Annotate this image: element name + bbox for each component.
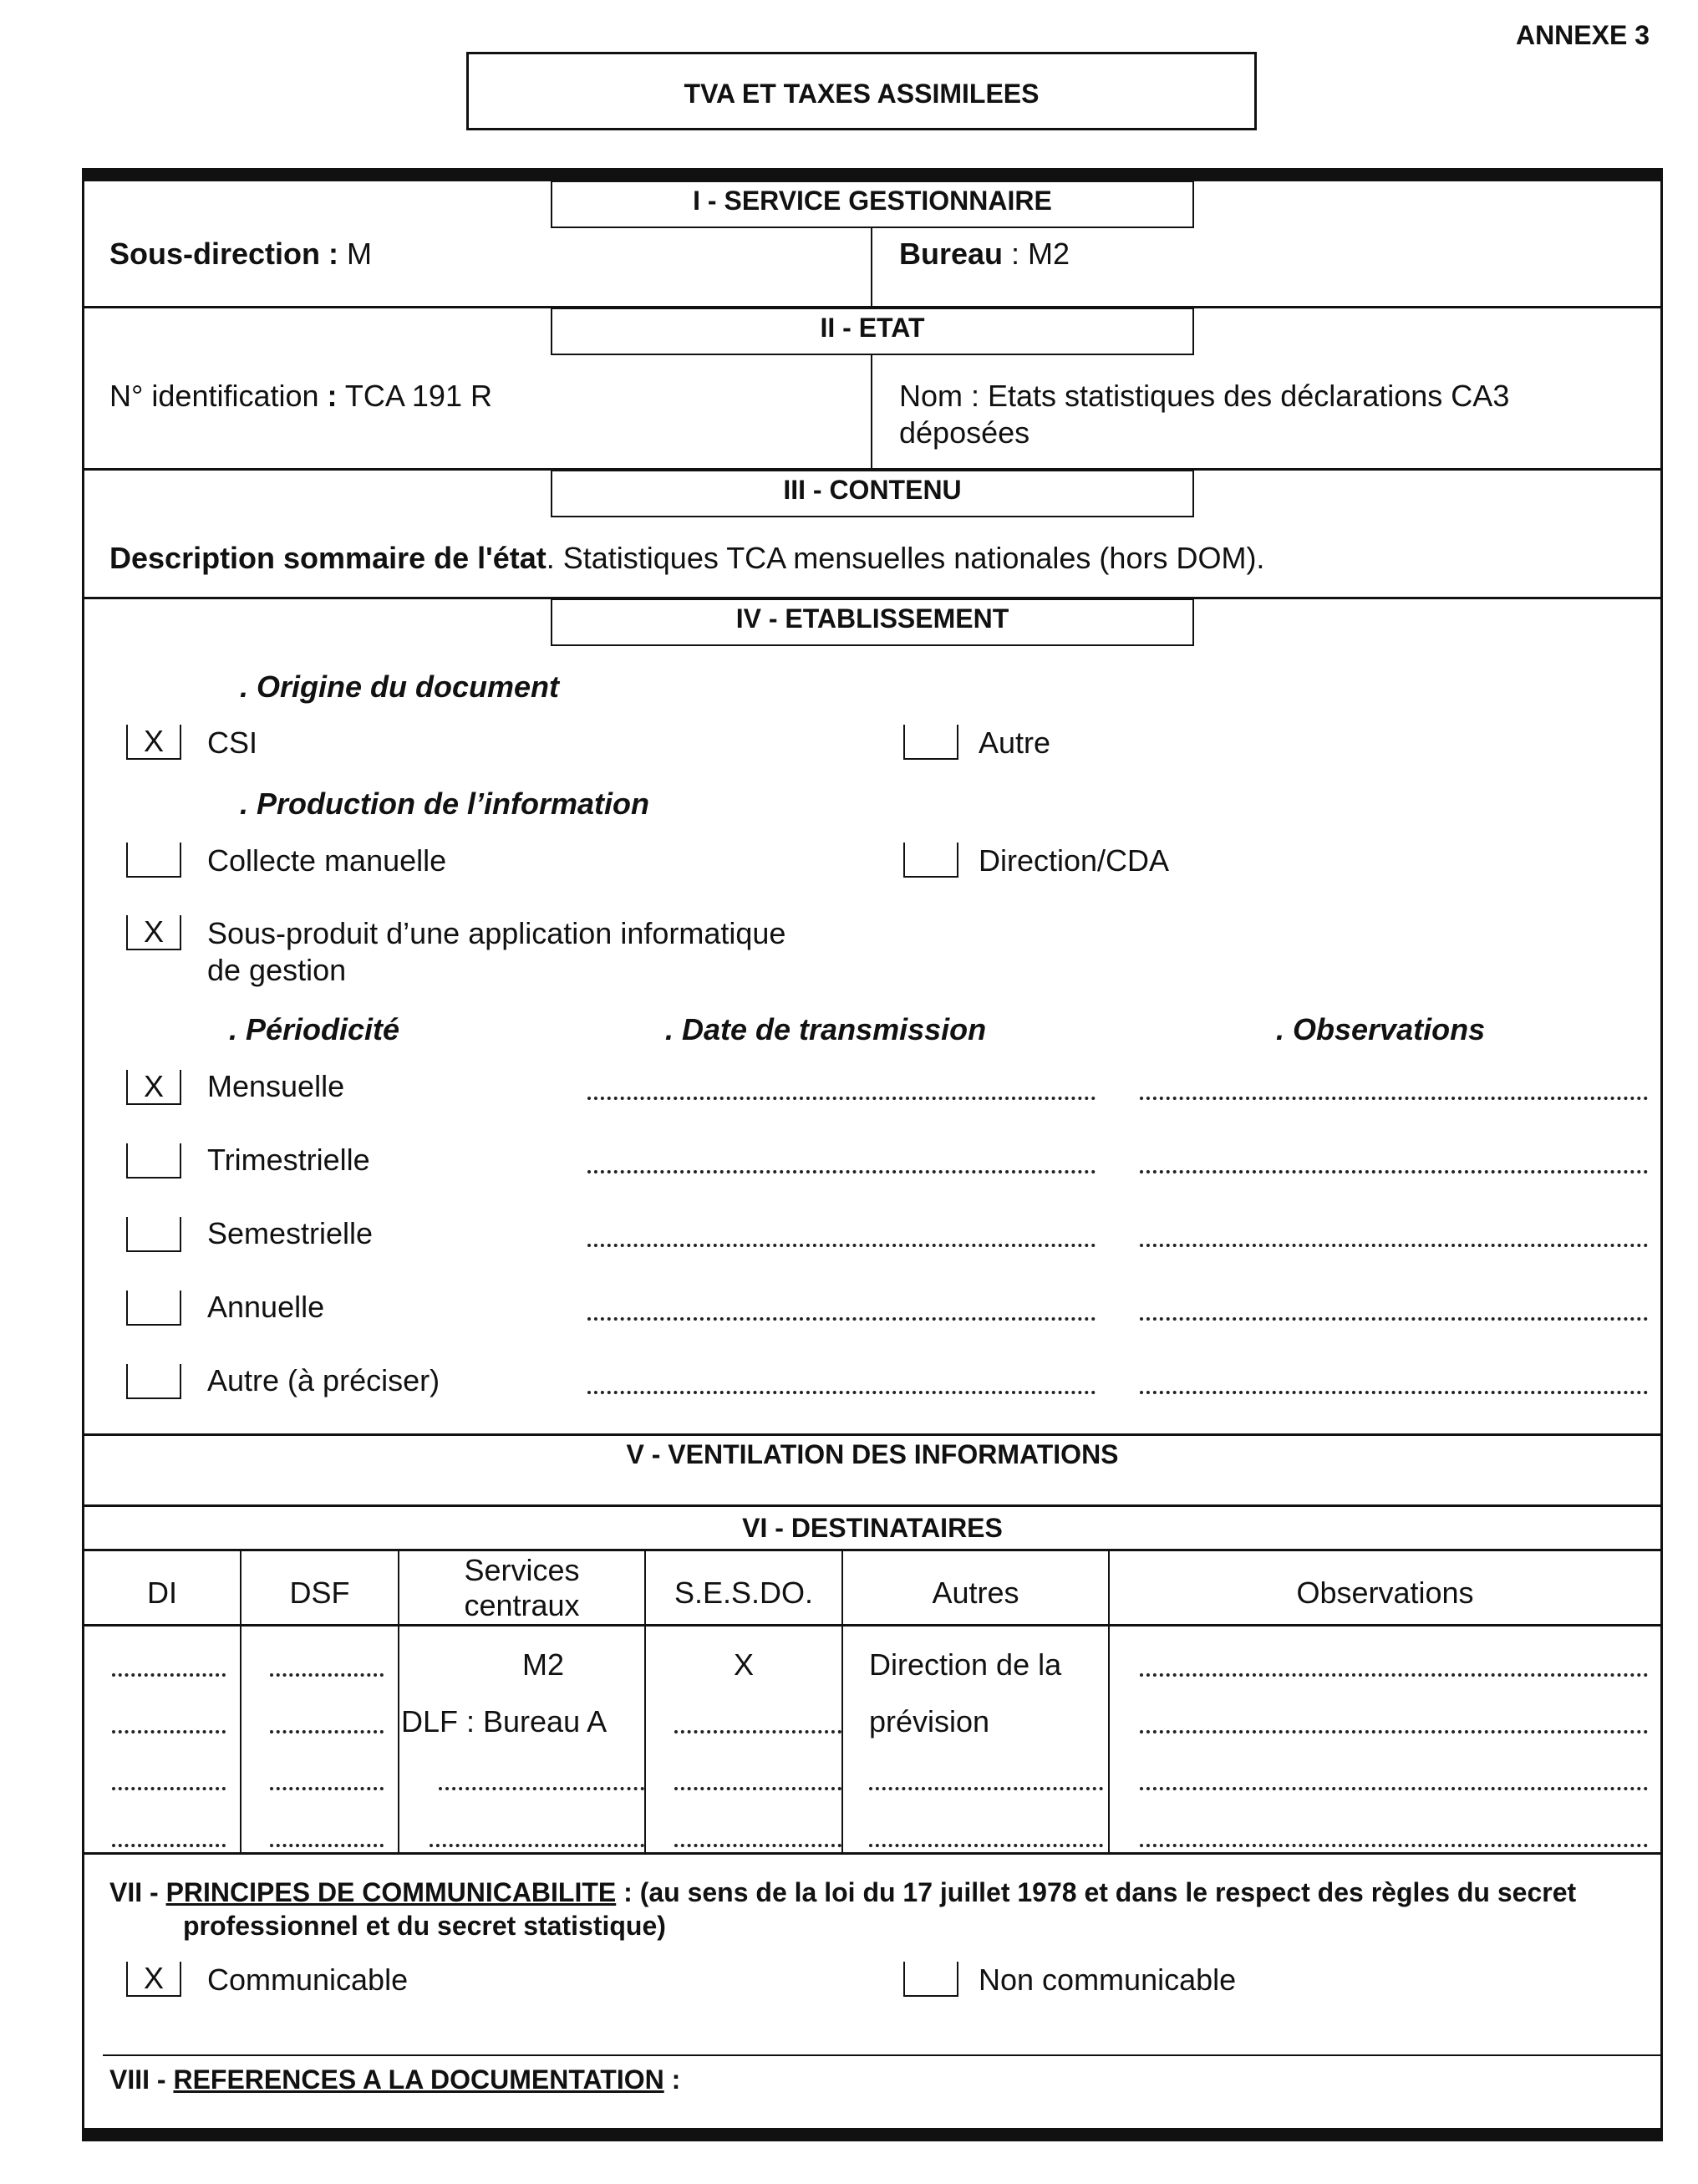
sous-produit-label: Sous-produit d’une application informatique de gestion bbox=[207, 916, 786, 987]
direction-cda-checkbox[interactable] bbox=[903, 843, 958, 878]
nom-line-1: Nom : Etats statistiques des déclarations CA3 bbox=[899, 379, 1510, 413]
section-7-heading: VII - PRINCIPES DE COMMUNICABILITE : (au sens de la loi du 17 juillet 1978 et dans le respect des règles du secret bbox=[109, 1877, 1577, 1907]
autre-periodicite-checkbox[interactable] bbox=[126, 1364, 181, 1399]
header-autres: Autres bbox=[932, 1576, 1019, 1610]
observations-row-4[interactable] bbox=[1140, 1822, 1648, 1847]
document-title: TVA ET TAXES ASSIMILEES bbox=[466, 52, 1257, 130]
description-field bbox=[109, 540, 1264, 577]
section-8-heading: VIII - REFERENCES A LA DOCUMENTATION : bbox=[109, 2064, 681, 2095]
date-transmission-heading: . Date de transmission bbox=[665, 1012, 987, 1046]
autres-row-2: prévision bbox=[869, 1704, 990, 1739]
header-dsf: DSF bbox=[289, 1576, 350, 1610]
dsf-row-4[interactable] bbox=[270, 1822, 384, 1847]
left-border bbox=[82, 168, 84, 2141]
section-4-heading: IV - ETABLISSEMENT bbox=[551, 598, 1194, 646]
sesdo-row-2[interactable] bbox=[674, 1708, 841, 1733]
bureau-label: Bureau bbox=[899, 237, 1004, 271]
section-1-heading: I - SERVICE GESTIONNAIRE bbox=[551, 181, 1194, 228]
mensuelle-label: Mensuelle bbox=[207, 1069, 345, 1103]
dsf-row-3[interactable] bbox=[270, 1765, 384, 1790]
sesdo-row-1: X bbox=[733, 1647, 754, 1682]
bureau-value: : M2 bbox=[1003, 237, 1070, 271]
trimestrielle-observations-field[interactable] bbox=[1140, 1148, 1648, 1173]
bureau-field bbox=[899, 236, 1070, 272]
section-2-heading: II - ETAT bbox=[551, 308, 1194, 355]
direction-cda-label: Direction/CDA bbox=[979, 843, 1170, 878]
sesdo-row-4[interactable] bbox=[674, 1822, 841, 1847]
csi-checkbox[interactable]: X bbox=[126, 725, 181, 760]
identification-label: N° identification bbox=[109, 379, 328, 413]
autre-observations-field[interactable] bbox=[1140, 1369, 1648, 1394]
services-centraux-row-3[interactable] bbox=[439, 1765, 644, 1790]
dsf-row-1[interactable] bbox=[270, 1652, 384, 1677]
di-row-1[interactable] bbox=[112, 1652, 226, 1677]
autres-row-3[interactable] bbox=[869, 1765, 1103, 1790]
autre-periodicite-label: Autre (à préciser) bbox=[207, 1363, 440, 1397]
identification-field: N° identification : TCA 191 R bbox=[109, 379, 492, 413]
right-border bbox=[1660, 168, 1663, 2055]
trimestrielle-checkbox[interactable] bbox=[126, 1143, 181, 1179]
sous-direction-field bbox=[109, 236, 372, 272]
services-centraux-row-2: DLF : Bureau A bbox=[401, 1704, 608, 1739]
sous-direction-value: M bbox=[338, 237, 373, 271]
semestrielle-label: Semestrielle bbox=[207, 1216, 374, 1250]
section-6-heading: VI - DESTINATAIRES bbox=[742, 1513, 1003, 1543]
non-communicable-checkbox[interactable] bbox=[903, 1962, 958, 1997]
communicable-label: Communicable bbox=[207, 1963, 409, 1997]
annuelle-date-field[interactable] bbox=[587, 1296, 1096, 1321]
autres-row-4[interactable] bbox=[869, 1822, 1103, 1847]
autres-row-1: Direction de la bbox=[869, 1647, 1062, 1682]
bottom-thick-border bbox=[82, 2128, 1663, 2141]
autre-origine-label: Autre bbox=[979, 725, 1051, 760]
header-observations: Observations bbox=[1296, 1576, 1474, 1610]
di-row-4[interactable] bbox=[112, 1822, 226, 1847]
top-thick-border bbox=[82, 168, 1663, 181]
identification-value: TCA 191 R bbox=[337, 379, 492, 413]
header-di: DI bbox=[147, 1576, 177, 1610]
trimestrielle-date-field[interactable] bbox=[587, 1148, 1096, 1173]
sous-produit-checkbox[interactable]: X bbox=[126, 915, 181, 950]
sous-direction-label: Sous-direction : bbox=[109, 237, 339, 271]
nom-field bbox=[899, 378, 1509, 451]
semestrielle-checkbox[interactable] bbox=[126, 1217, 181, 1252]
section-5-heading: V - VENTILATION DES INFORMATIONS bbox=[626, 1439, 1119, 1469]
description-label: Description sommaire de l'état bbox=[109, 541, 547, 575]
observations-row-2[interactable] bbox=[1140, 1708, 1648, 1733]
dsf-row-2[interactable] bbox=[270, 1708, 384, 1733]
origine-heading: . Origine du document bbox=[240, 669, 560, 704]
collecte-manuelle-checkbox[interactable] bbox=[126, 843, 181, 878]
sesdo-row-3[interactable] bbox=[674, 1765, 841, 1790]
mensuelle-observations-field[interactable] bbox=[1140, 1075, 1648, 1100]
periodicite-heading: . Périodicité bbox=[229, 1012, 400, 1046]
semestrielle-observations-field[interactable] bbox=[1140, 1222, 1648, 1247]
non-communicable-label: Non communicable bbox=[979, 1963, 1237, 1997]
annuelle-checkbox[interactable] bbox=[126, 1291, 181, 1326]
nom-line-2: déposées bbox=[899, 415, 1030, 450]
section-3-heading: III - CONTENU bbox=[551, 470, 1194, 517]
mensuelle-date-field[interactable] bbox=[587, 1075, 1096, 1100]
observations-row-3[interactable] bbox=[1140, 1765, 1648, 1790]
annuelle-label: Annuelle bbox=[207, 1290, 325, 1324]
csi-label: CSI bbox=[207, 725, 258, 760]
header-sesdo: S.E.S.DO. bbox=[674, 1576, 814, 1610]
header-services-centraux: Services centraux bbox=[464, 1553, 580, 1622]
production-heading: . Production de l’information bbox=[240, 787, 649, 821]
observations-row-1[interactable] bbox=[1140, 1652, 1648, 1677]
annexe-label: ANNEXE 3 bbox=[1515, 20, 1650, 50]
section-7-subtitle: professionnel et du secret statistique) bbox=[183, 1911, 666, 1941]
trimestrielle-label: Trimestrielle bbox=[207, 1143, 370, 1177]
semestrielle-date-field[interactable] bbox=[587, 1222, 1096, 1247]
di-row-2[interactable] bbox=[112, 1708, 226, 1733]
autre-date-field[interactable] bbox=[587, 1369, 1096, 1394]
collecte-manuelle-label: Collecte manuelle bbox=[207, 843, 447, 878]
autre-origine-checkbox[interactable] bbox=[903, 725, 958, 760]
services-centraux-row-1: M2 bbox=[521, 1647, 564, 1682]
observations-heading: . Observations bbox=[1276, 1012, 1486, 1046]
annuelle-observations-field[interactable] bbox=[1140, 1296, 1648, 1321]
services-centraux-row-4[interactable] bbox=[430, 1822, 644, 1847]
communicable-checkbox[interactable]: X bbox=[126, 1962, 181, 1997]
di-row-3[interactable] bbox=[112, 1765, 226, 1790]
mensuelle-checkbox[interactable]: X bbox=[126, 1070, 181, 1105]
description-value: . Statistiques TCA mensuelles nationales (hors DOM). bbox=[546, 541, 1265, 575]
